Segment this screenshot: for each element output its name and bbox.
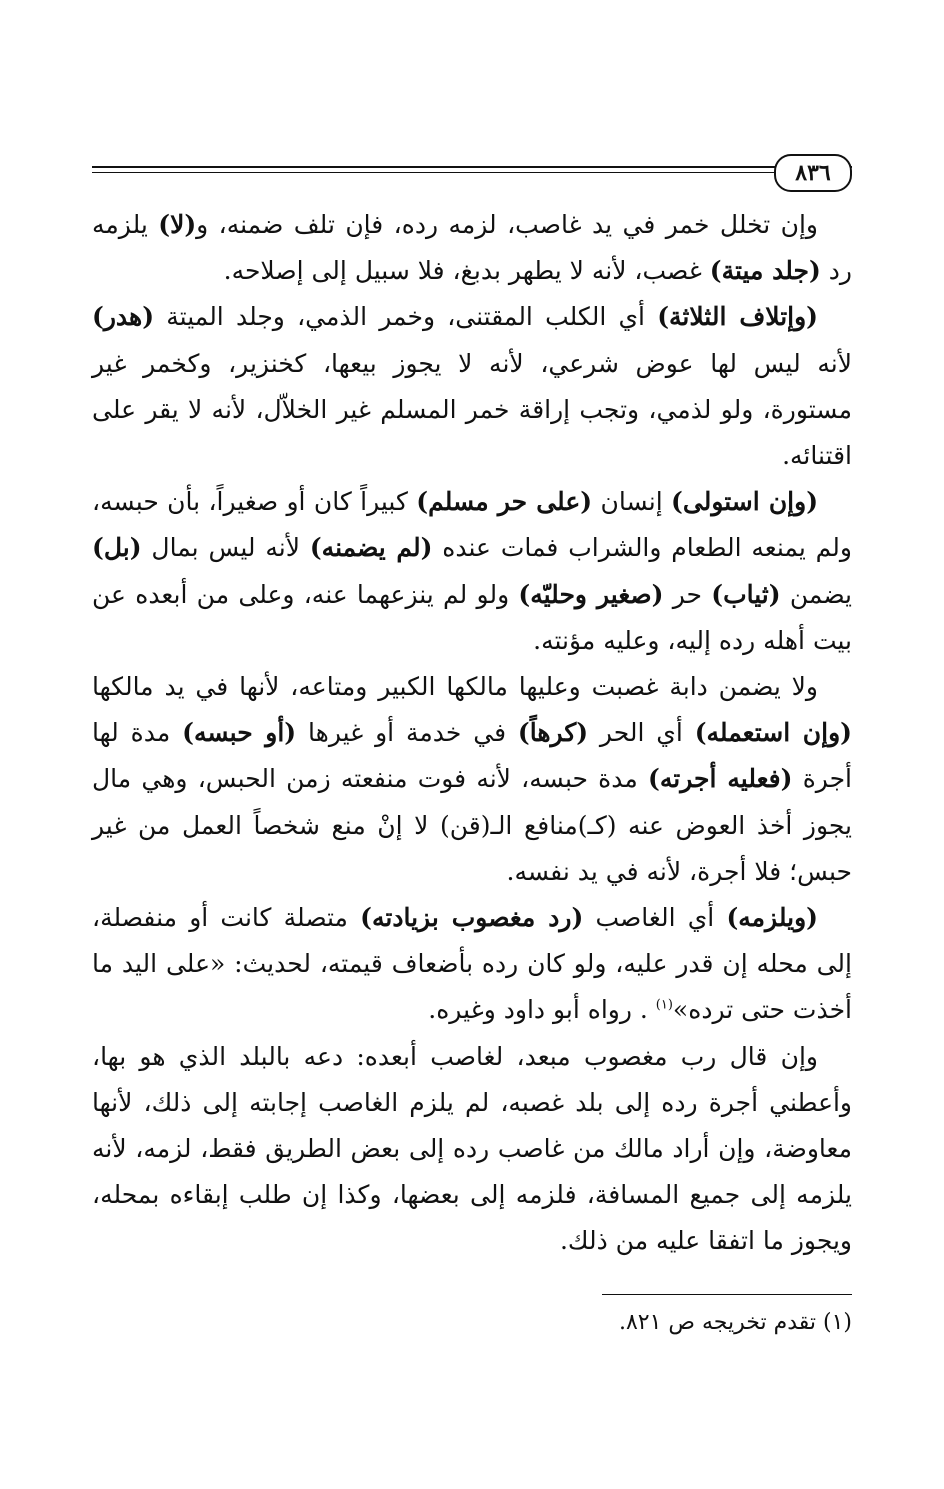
bold-term: (جلد ميتة) — [709, 256, 821, 286]
text-run: يلزمه رد — [92, 210, 852, 286]
text-run: متصلة كانت أو منفصلة، إلى محله إن قدر عليه، ولو كان رده بأضعاف قيمته، لحديث: «على اليد ما أخذت حتى ترده» — [92, 903, 852, 1025]
main-text — [92, 202, 852, 1265]
bold-term: (لم يضمنه) — [309, 533, 433, 563]
bold-term: (على حر مسلم) — [416, 487, 593, 517]
text-run: يضمن — [780, 579, 852, 609]
text-run: أي الكلب المقتنى، وخمر الذمي، وجلد الميتة — [154, 302, 658, 332]
bold-term: (وإن استولى) — [671, 487, 819, 517]
header-rule — [92, 166, 852, 168]
text-run: مدة لها أجرة — [92, 718, 852, 794]
text-run: وإن تخلل خمر في يد غاصب، لزمه رده، فإن تلف ضمنه، و — [196, 210, 818, 239]
footnote-rule — [602, 1294, 852, 1295]
paragraph — [92, 479, 852, 664]
bold-term: (كرهاً) — [517, 718, 589, 748]
text-run: لأنه ليس بمال — [141, 533, 310, 563]
text-run: ولا يضمن دابة غصبت وعليها مالكها الكبير ومتاعه، لأنها في يد مالكها — [92, 672, 818, 702]
text-run: لأنه ليس لها عوض شرعي، لأنه لا يجوز بيعها، كخنزير، وكخمر غير مستورة، ولو لذمي، وتجب إراقة خمر المسلم غير الخلاّل، لأنه لا يقر على اقتنائه. — [92, 348, 852, 471]
text-run: مدة حبسه، لأنه فوت منفعته زمن الحبس، وهي مال يجوز أخذ العوض عنه (كـ)منافع الـ(قن) لا إنْ منع شخصاً العمل من غير حبس؛ فلا أجرة، لأنه في يد نفسه. — [92, 764, 852, 886]
text-run: في خدمة أو غيرها — [296, 718, 518, 748]
bold-term: (ثياب) — [711, 579, 781, 609]
bold-term: (رد مغصوب بزيادته) — [360, 903, 584, 933]
footnote-ref: (١) — [655, 998, 673, 1014]
text-run: وإن قال رب مغصوب مبعد، لغاصب أبعده: دعه بالبلد الذي هو بها، وأعطني أجرة رده إلى بلد غصبه، لم يلزم الغاصب إجابته إلى ذلك، لأنها معاوضة، وإن أراد مالك من غاصب رده إلى بعض الطريق فقط، لزمه، لأنه يلزمه إلى جميع المسافة، فلزمه إلى بعضها، وكذا إن طلب إبقاءه بمحله، ويجوز ما اتفقا عليه من ذلك. — [92, 1041, 852, 1256]
text-run: إنسان — [592, 487, 672, 517]
footnote: (١) تقدم تخريجه ص ٨٢١. — [618, 1310, 852, 1335]
paragraph — [92, 1034, 852, 1265]
text-run: . رواه أبو داود وغيره. — [428, 995, 656, 1025]
page-number-badge — [774, 154, 852, 192]
bold-term: (فعليه أجرته) — [648, 764, 793, 794]
page-number: ٨٣٦ — [795, 160, 831, 186]
text-run: ولو لم ينزعهما عنه، وعلى من أبعده عن بيت أهله رده إليه، وعليه مؤنته. — [92, 579, 852, 655]
bold-term: (لا) — [158, 210, 197, 239]
bold-term: (بل) — [92, 533, 142, 563]
bold-term: (أو حبسه) — [182, 718, 297, 748]
header-rule-thin — [92, 172, 852, 173]
bold-term: (صغير وحليّه) — [518, 579, 664, 609]
bold-term: (وإن استعمله) — [694, 718, 852, 748]
text-run: غصب، لأنه لا يطهر بدبغ، فلا سبيل إلى إصلاحه. — [223, 256, 710, 286]
text-run: حر — [663, 579, 712, 609]
text-run: أي الغاصب — [583, 903, 727, 933]
paragraph — [92, 895, 852, 1034]
paragraph — [92, 202, 852, 294]
text-run: كبيراً كان أو صغيراً، بأن حبسه، ولم يمنعه الطعام والشراب فمات عنده — [92, 487, 852, 563]
paragraph — [92, 664, 852, 895]
paragraph — [92, 294, 852, 479]
bold-term: (ويلزمه) — [726, 903, 818, 933]
bold-term: (هدر) — [92, 302, 155, 332]
text-run: أي الحر — [588, 718, 695, 748]
bold-term: (وإتلاف الثلاثة) — [657, 302, 818, 332]
